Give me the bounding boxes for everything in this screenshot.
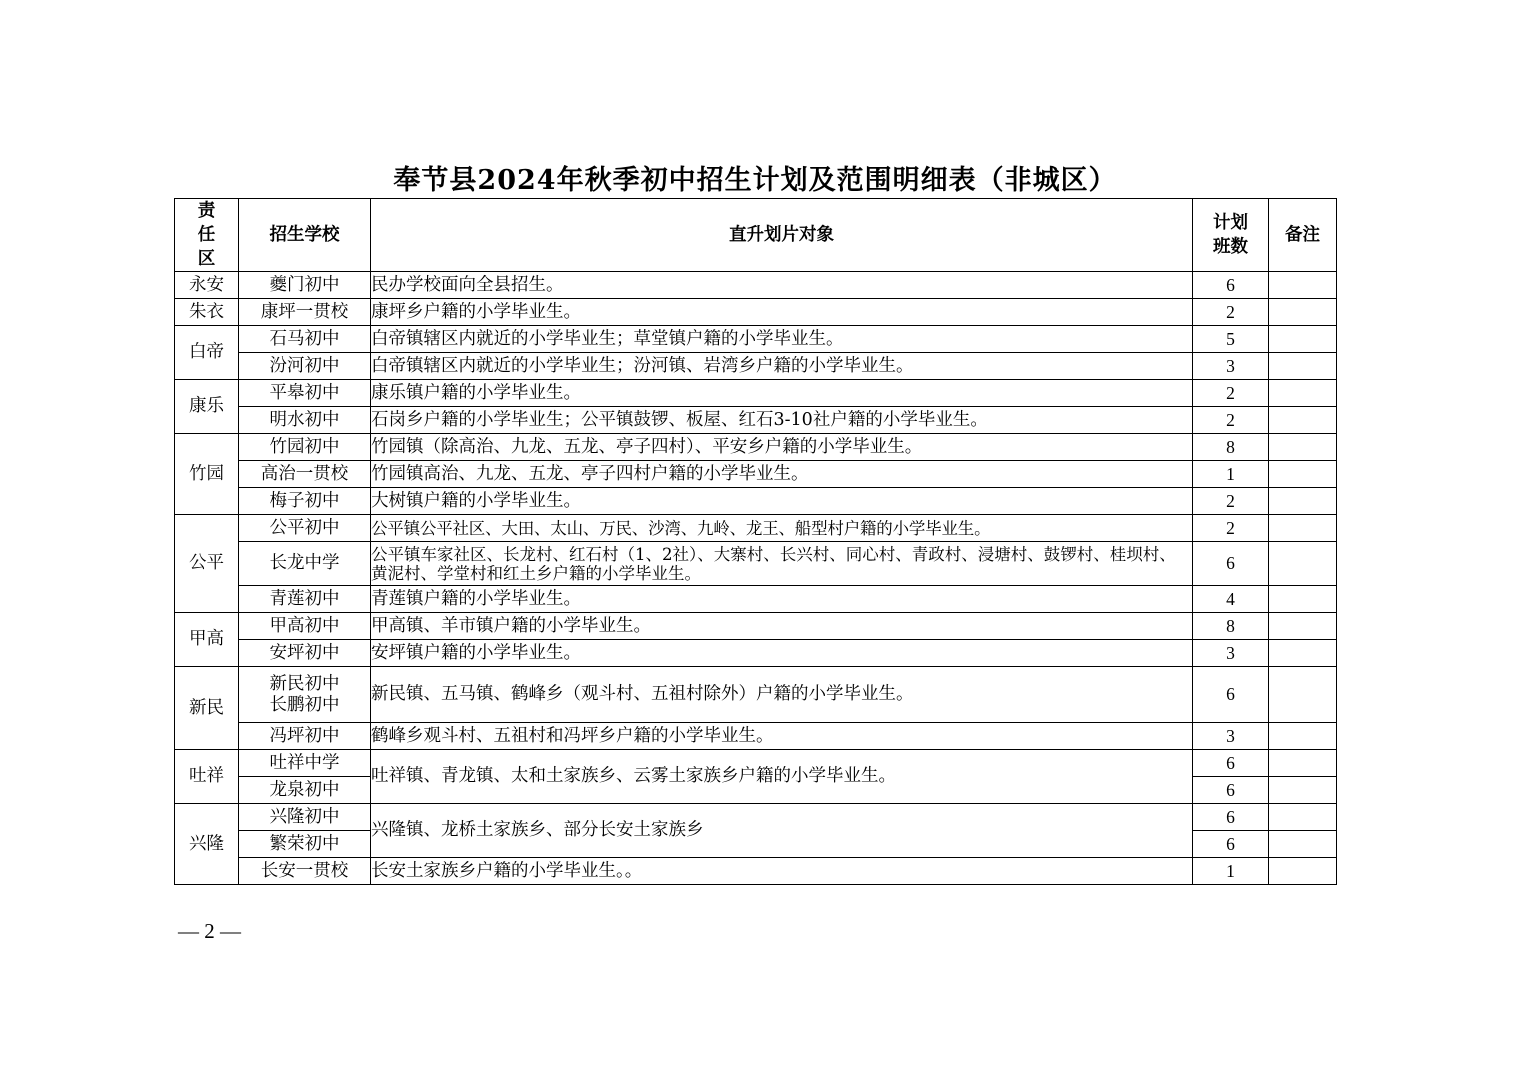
school-cell: 公平初中 [239, 515, 371, 542]
scope-cell: 石岗乡户籍的小学毕业生；公平镇鼓锣、板屋、红石3-10社户籍的小学毕业生。 [371, 407, 1193, 434]
note-cell [1269, 380, 1337, 407]
school-cell: 安坪初中 [239, 640, 371, 667]
note-cell [1269, 299, 1337, 326]
header-scope: 直升划片对象 [371, 199, 1193, 272]
note-cell [1269, 804, 1337, 831]
school-cell: 康坪一贯校 [239, 299, 371, 326]
note-cell [1269, 353, 1337, 380]
district-cell: 竹园 [175, 434, 239, 515]
table-row [175, 272, 1337, 299]
scope-cell: 竹园镇高治、九龙、五龙、亭子四村户籍的小学毕业生。 [371, 461, 1193, 488]
table-row [175, 542, 1337, 586]
note-cell [1269, 613, 1337, 640]
note-cell [1269, 542, 1337, 586]
district-cell: 甲高 [175, 613, 239, 667]
scope-cell: 白帝镇辖区内就近的小学毕业生；草堂镇户籍的小学毕业生。 [371, 326, 1193, 353]
table-row [175, 640, 1337, 667]
note-cell [1269, 750, 1337, 777]
district-cell: 康乐 [175, 380, 239, 434]
table-row [175, 299, 1337, 326]
school-cell: 青莲初中 [239, 586, 371, 613]
classes-cell: 6 [1193, 667, 1269, 723]
header-school: 招生学校 [239, 199, 371, 272]
school-cell: 平皋初中 [239, 380, 371, 407]
table-row [175, 488, 1337, 515]
table-row [175, 434, 1337, 461]
note-cell [1269, 326, 1337, 353]
table-row [175, 326, 1337, 353]
scope-cell: 兴隆镇、龙桥土家族乡、部分长安土家族乡 [371, 804, 1193, 858]
table-row [175, 353, 1337, 380]
note-cell [1269, 488, 1337, 515]
scope-cell: 青莲镇户籍的小学毕业生。 [371, 586, 1193, 613]
classes-cell: 6 [1193, 804, 1269, 831]
note-cell [1269, 434, 1337, 461]
school-cell: 石马初中 [239, 326, 371, 353]
classes-cell: 2 [1193, 380, 1269, 407]
classes-cell: 8 [1193, 434, 1269, 461]
note-cell [1269, 640, 1337, 667]
scope-cell: 康乐镇户籍的小学毕业生。 [371, 380, 1193, 407]
table-row [175, 750, 1337, 777]
school-cell: 繁荣初中 [239, 831, 371, 858]
school-cell: 冯坪初中 [239, 723, 371, 750]
note-cell [1269, 586, 1337, 613]
note-cell [1269, 515, 1337, 542]
note-cell [1269, 461, 1337, 488]
table-row [175, 858, 1337, 885]
scope-cell: 长安土家族乡户籍的小学毕业生。。 [371, 858, 1193, 885]
district-cell: 新民 [175, 667, 239, 750]
school-cell: 吐祥中学 [239, 750, 371, 777]
note-cell [1269, 407, 1337, 434]
district-cell: 兴隆 [175, 804, 239, 885]
school-cell: 梅子初中 [239, 488, 371, 515]
table-row [175, 380, 1337, 407]
note-cell [1269, 777, 1337, 804]
classes-cell: 2 [1193, 515, 1269, 542]
header-note: 备注 [1269, 199, 1337, 272]
classes-cell: 5 [1193, 326, 1269, 353]
school-cell: 兴隆初中 [239, 804, 371, 831]
table-row [175, 613, 1337, 640]
school-cell: 甲高初中 [239, 613, 371, 640]
table-row [175, 723, 1337, 750]
note-cell [1269, 723, 1337, 750]
district-cell: 永安 [175, 272, 239, 299]
classes-cell: 2 [1193, 488, 1269, 515]
note-cell [1269, 667, 1337, 723]
school-cell: 龙泉初中 [239, 777, 371, 804]
table-row [175, 586, 1337, 613]
scope-cell: 竹园镇（除高治、九龙、五龙、亭子四村）、平安乡户籍的小学毕业生。 [371, 434, 1193, 461]
school-cell: 夔门初中 [239, 272, 371, 299]
scope-cell: 甲高镇、羊市镇户籍的小学毕业生。 [371, 613, 1193, 640]
scope-cell: 安坪镇户籍的小学毕业生。 [371, 640, 1193, 667]
scope-cell: 鹤峰乡观斗村、五祖村和冯坪乡户籍的小学毕业生。 [371, 723, 1193, 750]
scope-cell: 大树镇户籍的小学毕业生。 [371, 488, 1193, 515]
classes-cell: 3 [1193, 353, 1269, 380]
school-cell: 长龙中学 [239, 542, 371, 586]
classes-cell: 6 [1193, 831, 1269, 858]
classes-cell: 6 [1193, 750, 1269, 777]
classes-cell: 3 [1193, 640, 1269, 667]
scope-cell: 吐祥镇、青龙镇、太和土家族乡、云雾土家族乡户籍的小学毕业生。 [371, 750, 1193, 804]
scope-cell: 白帝镇辖区内就近的小学毕业生；汾河镇、岩湾乡户籍的小学毕业生。 [371, 353, 1193, 380]
table-row [175, 804, 1337, 831]
table-row [175, 515, 1337, 542]
school-cell: 新民初中 长鹏初中 [239, 667, 371, 723]
page-title: 奉节县2024年秋季初中招生计划及范围明细表（非城区） [393, 165, 1117, 196]
header-classes: 计划班数 [1193, 199, 1269, 272]
note-cell [1269, 272, 1337, 299]
school-cell: 竹园初中 [239, 434, 371, 461]
school-cell: 高治一贯校 [239, 461, 371, 488]
page-number: — 2 — [178, 919, 241, 943]
classes-cell: 3 [1193, 723, 1269, 750]
table-row [175, 461, 1337, 488]
scope-cell: 民办学校面向全县招生。 [371, 272, 1193, 299]
district-cell: 朱衣 [175, 299, 239, 326]
school-cell: 汾河初中 [239, 353, 371, 380]
classes-cell: 2 [1193, 299, 1269, 326]
classes-cell: 8 [1193, 613, 1269, 640]
scope-cell: 公平镇公平社区、大田、太山、万民、沙湾、九岭、龙王、船型村户籍的小学毕业生。 [371, 515, 1193, 542]
school-cell: 明水初中 [239, 407, 371, 434]
table-row [175, 667, 1337, 723]
district-cell: 公平 [175, 515, 239, 613]
district-cell: 白帝 [175, 326, 239, 380]
scope-cell: 康坪乡户籍的小学毕业生。 [371, 299, 1193, 326]
scope-cell: 公平镇车家社区、长龙村、红石村（1、2社）、大寨村、长兴村、同心村、青政村、浸塘村、鼓锣村、桂坝村、黄泥村、学堂村和红土乡户籍的小学毕业生。 [371, 542, 1193, 586]
scope-cell: 新民镇、五马镇、鹤峰乡（观斗村、五祖村除外）户籍的小学毕业生。 [371, 667, 1193, 723]
classes-cell: 4 [1193, 586, 1269, 613]
classes-cell: 2 [1193, 407, 1269, 434]
classes-cell: 1 [1193, 461, 1269, 488]
classes-cell: 6 [1193, 777, 1269, 804]
district-cell: 吐祥 [175, 750, 239, 804]
table-row [175, 407, 1337, 434]
header-district: 责任区 [175, 199, 239, 272]
classes-cell: 1 [1193, 858, 1269, 885]
school-cell: 长安一贯校 [239, 858, 371, 885]
classes-cell: 6 [1193, 272, 1269, 299]
enrollment-plan-table [174, 198, 1337, 885]
note-cell [1269, 858, 1337, 885]
classes-cell: 6 [1193, 542, 1269, 586]
note-cell [1269, 831, 1337, 858]
